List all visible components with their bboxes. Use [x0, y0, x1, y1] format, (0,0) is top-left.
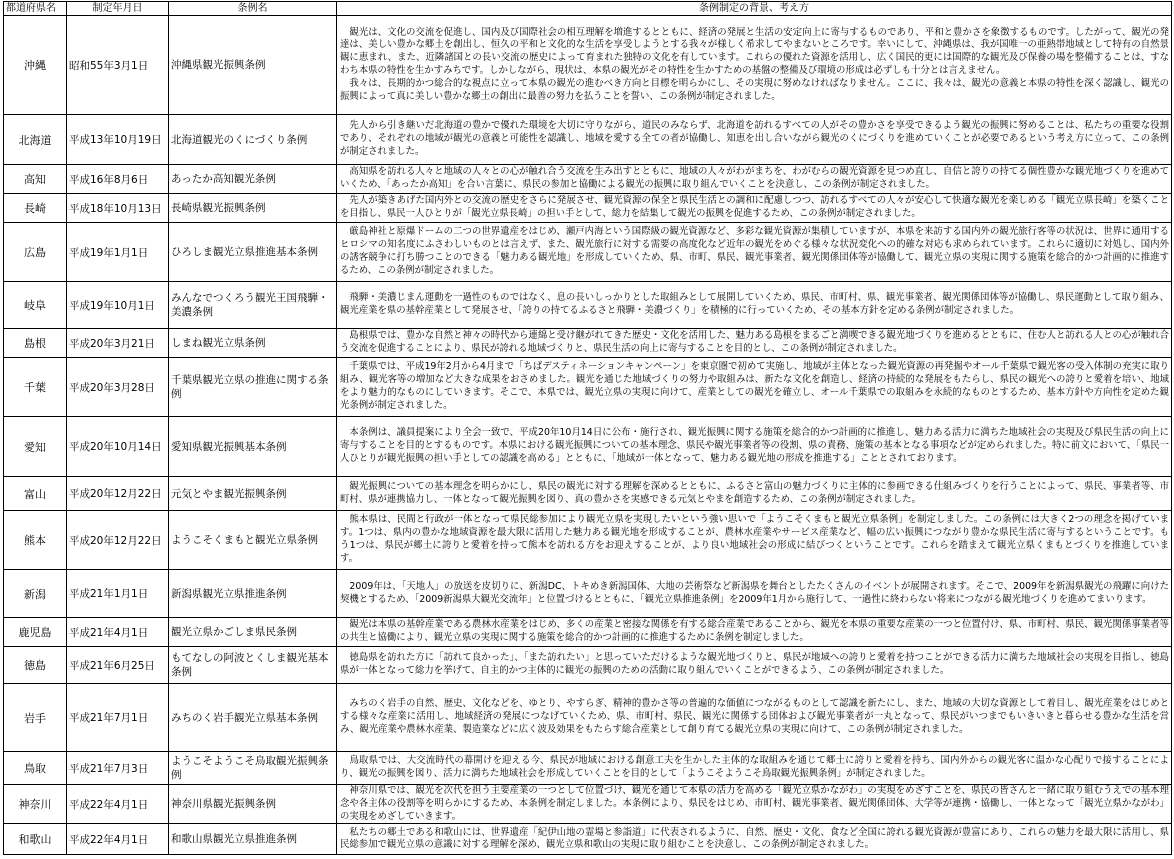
background-cell: 高知県を訪れる人々と地域の人々との心が触れ合う交流を生み出すとともに、地域の人々がわがまちを、わがむらの観光資源を見つめ直し、自信と誇りの持てる個性豊かな観光地づくりを進めていくため、「あったか高知」を合い言葉に、県民の参加と協働による観光の振興に取り組んでいくことを決意し、この条例が制定されました。	[337, 165, 1172, 194]
prefecture-cell: 高知	[4, 165, 67, 194]
table-row	[4, 647, 1172, 684]
ordinance-name-cell: 沖縄県観光振興条例	[169, 16, 337, 115]
background-cell: 観光は、文化の交流を促進し、国内及び国際社会の相互理解を増進するとともに、経済の発展と生活の安定向上に寄与するものであり、平和と豊かさを象徴するものです。したがって、観光の発達は、美しい豊かな郷土を創出し、恒久の平和と文化的な生活を享受しようとする我々が様しく希求してやまないところです。幸いにして、沖縄県は、我が国唯一の亜熱帯地域として特有の自然景観に恵まれ、また、近隣諸国との長い交流の歴史によって育まれた独特の文化を有しています。これらの優れた資源を活用し、広く国民的更には国際的な観光及び保養の場を整備することは、すなわち本県の特性を生かすみちです。しかしながら、現状は、本県の観光がその特性を生かすための基盤の整備及び環境の形成は必ずしも十分とは言えません。 我々は、長期的かつ総合的な視点に立って本県の観光の進むべき方向と目標を明らかにし、その実現に努めなければなりません。ここに、我々は、観光の意義と本県の特性を深く認識し、観光の振興によって真に美しい豊かな郷土の創出に最善の努力を払うことを誓い、この条例が制定されました。	[337, 16, 1172, 115]
prefecture-cell: 熊本	[4, 511, 67, 570]
background-cell: 熊本県は、民間と行政が一体となって県民総参加により観光立県を実現したいという強い思いで「ようこそくまもと観光立県条例」を制定しました。この条例には大きく2つの理念を掲げています。1つは、県内の豊かな地域資源を最大限に活用した魅力ある観光地を形成することが、農林水産業やサービス産業など、幅の広い振興につながり豊かな県民生活に寄与するということです。もう1つは、県民が郷土に誇りと愛着を持って熊本を訪れる方をお迎えすることが、より良い地域社会の形成に結びつくということです。これらを踏まえて観光立県くまもとづくりを推進しています。	[337, 511, 1172, 570]
prefecture-cell: 新潟	[4, 570, 67, 618]
header-row	[4, 2, 1172, 16]
table-row	[4, 223, 1172, 282]
table-row	[4, 282, 1172, 329]
ordinance-name-cell: みちのく岩手観光立県基本条例	[169, 684, 337, 752]
ordinance-name-cell: 長崎県観光振興条例	[169, 194, 337, 223]
header-background: 条例制定の背景、考え方	[337, 2, 1172, 16]
header-enacted-date: 制定年月日	[67, 2, 169, 16]
enacted-date-cell: 平成20年3月21日	[67, 329, 169, 358]
header-prefecture: 都道府県名	[4, 2, 67, 16]
table-row	[4, 752, 1172, 785]
ordinance-name-cell: もてなしの阿波とくしま観光基本条例	[169, 647, 337, 684]
background-cell: 徳島県を訪れた方に「訪れて良かった」、「また訪れたい」と思っていただけるような観光地づくりと、県民が地域への誇りと愛着を持つことができる活力に満ちた地域社会の実現を目指し、徳島県が一体となって総力を挙げて、自主的かつ主体的に観光の振興のための活動に取り組んでいくことができるよう、この条例が制定されました。	[337, 647, 1172, 684]
enacted-date-cell: 平成20年10月14日	[67, 417, 169, 477]
enacted-date-cell: 平成20年12月22日	[67, 511, 169, 570]
table-row	[4, 824, 1172, 855]
table-row	[4, 165, 1172, 194]
ordinance-name-cell: 和歌山県観光立県推進条例	[169, 824, 337, 855]
prefecture-cell: 千葉	[4, 358, 67, 417]
background-cell: 観光振興についての基本理念を明らかにし、県民の観光に対する理解を深めるとともに、ふるさと富山の魅力づくりに主体的に参画できる仕組みづくりを行うことによって、県民、事業者等、市町村、県が連携協力し、一体となって観光振興を図り、真の豊かさを実感できる元気とやまを創造するため、この条例が制定されました。	[337, 477, 1172, 511]
enacted-date-cell: 平成22年4月1日	[67, 824, 169, 855]
table-row	[4, 16, 1172, 115]
prefecture-cell: 島根	[4, 329, 67, 358]
ordinance-name-cell: しまね観光立県条例	[169, 329, 337, 358]
background-cell: 厳島神社と原爆ドームの二つの世界遺産をはじめ、瀬戸内海という国際級の観光資源など、多彩な観光資源が集積していますが、本県を来訪する国内外の観光旅行客等の状況は、世界に通用するヒロシマの知名度にふさわしいものとは言えず、また、観光旅行に対する需要の高度化など近年の観光をめぐる様々な状況変化への的確な対応も求められています。これらに適切に対処し、国内外の誘客競争に打ち勝つことのできる「魅力ある観光地」を形成していくため、県、市町、県民、観光事業者、観光関係団体等が協働して、観光立県の実現に関する施策を総合的かつ計画的に推進するため、この条例が制定されました。	[337, 223, 1172, 282]
table-row	[4, 511, 1172, 570]
ordinance-name-cell: 愛知県観光振興基本条例	[169, 417, 337, 477]
ordinance-name-cell: 新潟県観光立県推進条例	[169, 570, 337, 618]
prefecture-cell: 富山	[4, 477, 67, 511]
prefecture-cell: 沖縄	[4, 16, 67, 115]
prefecture-cell: 長崎	[4, 194, 67, 223]
background-cell: 神奈川県では、観光を次代を担う主要産業の一つとして位置づけ、観光を通じて本県の活力を高める「観光立県かながわ」の実現をめざすことを、県民の皆さんと一緒に取り組むうえでの基本理念や各主体の役割等を明らかにするため、本条例を制定しました。本条例により、県民をはじめ、市町村、観光事業者、観光関係団体、大学等が連携・協働し、一体となって「観光立県かながわ」の実現をめざしていきます。	[337, 785, 1172, 824]
prefecture-cell: 岩手	[4, 684, 67, 752]
enacted-date-cell: 平成19年1月1日	[67, 223, 169, 282]
enacted-date-cell: 平成16年8月6日	[67, 165, 169, 194]
table-row	[4, 358, 1172, 417]
enacted-date-cell: 平成20年3月28日	[67, 358, 169, 417]
prefecture-cell: 鹿児島	[4, 618, 67, 647]
prefecture-cell: 徳島	[4, 647, 67, 684]
enacted-date-cell: 昭和55年3月1日	[67, 16, 169, 115]
ordinance-name-cell: みんなでつくろう観光王国飛騨・美濃条例	[169, 282, 337, 329]
table-row	[4, 477, 1172, 511]
table-row	[4, 417, 1172, 477]
table-row	[4, 329, 1172, 358]
ordinance-name-cell: ようこそようこそ鳥取観光振興条例	[169, 752, 337, 785]
ordinance-name-cell: 元気とやま観光振興条例	[169, 477, 337, 511]
background-cell: 千葉県では、平成19年2月から4月まで「ちばデスティネーションキャンペーン」を東京圏で初めて実施し、地域が主体となった観光資源の再発掘やオール千葉県で観光客の受入体制の充実に取り組み、観光客等の増加など大きな成果をおさめました。観光を通じた地域づくりの努力や取組みは、新たな文化を創造し、経済の持続的な発展をもたらし、県民の観光への誇りと愛着を培い、地域をより魅力的なものにしていきます。そこで、本県では、観光立県の実現に向けて、産業としての観光を確立し、オール千葉県での取組みを永続的なものとするため、基本方針や方向性を定めた観光条例が制定されました。	[337, 358, 1172, 417]
table-row	[4, 785, 1172, 824]
prefecture-cell: 愛知	[4, 417, 67, 477]
ordinance-name-cell: 北海道観光のくにづくり条例	[169, 115, 337, 165]
enacted-date-cell: 平成19年10月1日	[67, 282, 169, 329]
header-ordinance-name: 条例名	[169, 2, 337, 16]
ordinance-name-cell: あったか高知観光条例	[169, 165, 337, 194]
enacted-date-cell: 平成21年7月1日	[67, 684, 169, 752]
table-row	[4, 618, 1172, 647]
prefecture-cell: 和歌山	[4, 824, 67, 855]
enacted-date-cell: 平成20年12月22日	[67, 477, 169, 511]
prefecture-cell: 鳥取	[4, 752, 67, 785]
ordinance-name-cell: ひろしま観光立県推進基本条例	[169, 223, 337, 282]
background-cell: 2009年は、「天地人」の放送を皮切りに、新潟DC、トキめき新潟国体、大地の芸術祭など新潟県を舞台としたたくさんのイベントが展開されます。そこで、2009年を新潟県観光の飛躍に向けた契機とするため、「2009新潟県大観光交流年」と位置づけるとともに、「観光立県推進条例」を2009年1月から施行して、一過性に終わらない将来につながる観光地づくりを進めてまいります。	[337, 570, 1172, 618]
background-cell: 私たちの郷土である和歌山には、世界遺産「紀伊山地の霊場と参詣道」に代表されるように、自然、歴史・文化、食など全国に誇れる観光資源が豊富にあり、これらの魅力を最大限に活用し、県民総参加で観光立県の意識に対する理解を深め、観光立県和歌山の実現に取り組むことを決意し、この条例が制定されました。	[337, 824, 1172, 855]
background-cell: 鳥取県では、大交流時代の幕開けを迎える今、県民が地域における創意工夫を生かした主体的な取組みを通じて郷土に誇りと愛着を持ち、国内外からの観光客に温かな心配りで接することにより、観光の振興を図り、活力に満ちた地域社会を形成していくことを目的として「ようこそようこそ鳥取観光振興条例」が制定されました。	[337, 752, 1172, 785]
ordinance-name-cell: ようこそくまもと観光立県条例	[169, 511, 337, 570]
table-row	[4, 684, 1172, 752]
enacted-date-cell: 平成18年10月13日	[67, 194, 169, 223]
prefecture-cell: 岐阜	[4, 282, 67, 329]
background-cell: 先人が築きあげた国内外との交流の歴史をさらに発展させ、観光資源の保全と県民生活との調和に配慮しつつ、訪れるすべての人々が安心して快適な観光を楽しめる「観光立県長崎」を築くことを目指し、県民一人ひとりが「観光立県長崎」の担い手として、総力を結集して観光の振興を促進するため、この条例が制定されました。	[337, 194, 1172, 223]
table-row	[4, 570, 1172, 618]
background-cell: みちのく岩手の自然、歴史、文化などを、ゆとり、やすらぎ、精神的豊かさ等の普遍的な価値につながるものとして認識を新たにし、また、地域の大切な資源として着目し、観光産業をはじめとする様々な産業に活用し、地域経済の発展につなげていくため、県、市町村、県民、観光に関係する団体および観光事業者が一丸となって、県民がいつまでもいきいきと暮らせる豊かな生活を営み、観光産業や農林水産業、製造業などに広く波及効果をもたらす総合産業として創り育てる観光立県の実現に向けて、この条例が制定されました。	[337, 684, 1172, 752]
background-cell: 観光は本県の基幹産業である農林水産業をはじめ、多くの産業と密接な関係を有する総合産業であることから、観光を本県の重要な産業の一つと位置付け、県、市町村、県民、観光関係事業者等の共生と協働により、観光立県の実現に関する施策を総合的かつ計画的に推進するために条例を制定しました。	[337, 618, 1172, 647]
enacted-date-cell: 平成21年1月1日	[67, 570, 169, 618]
ordinance-name-cell: 千葉県観光立県の推進に関する条例	[169, 358, 337, 417]
table-row	[4, 115, 1172, 165]
ordinance-name-cell: 神奈川県観光振興条例	[169, 785, 337, 824]
background-cell: 本条例は、議員提案により全会一致で、平成20年10月14日に公布・施行され、観光振興に関する施策を総合的かつ計画的に推進し、魅力ある活力に満ちた地域社会の実現及び県民生活の向上に寄与することを目的とするものです。本県における観光振興についての基本理念、県民や観光事業者等の役割、県の責務、施策の基本となる事項などが定められました。特に前文において、「県民一人ひとりが観光振興の担い手としての認識を高める」とともに、「地域が一体となって、魅力ある観光地の形成を推進する」こととされております。	[337, 417, 1172, 477]
enacted-date-cell: 平成21年7月3日	[67, 752, 169, 785]
table-row	[4, 194, 1172, 223]
background-cell: 先人から引き継いだ北海道の豊かで優れた環境を大切に守りながら、道民のみならず、北海道を訪れるすべての人がその豊かさを享受できるよう観光の振興に努めることは、私たちの重要な役割であり、それぞれの地域が観光の意義と可能性を認識し、地域を愛する全ての者が協働し、知恵を出し合いながら観光のくにづくりを進めていくことが必要であるという考え方に立って、この条例が制定されました。	[337, 115, 1172, 165]
ordinance-table	[3, 1, 1172, 855]
prefecture-cell: 北海道	[4, 115, 67, 165]
background-cell: 島根県では、豊かな自然と神々の時代から連綿と受け継がれてきた歴史・文化を活用した、魅力ある島根をまるごと満喫できる観光地づくりを進めるとともに、住む人と訪れる人との心が触れ合う交流を促進することにより、県民が誇れる地域づくりと、県民生活の向上に寄与することを目的とし、この条例が制定されました。	[337, 329, 1172, 358]
background-cell: 飛騨・美濃じまん運動を一過性のものではなく、息の長いしっかりとした取組みとして展開していくため、県民、市町村、県、観光事業者、観光関係団体等が協働し、県民運動として取り組み、観光産業を県の基幹産業として発展させ、「誇りの持てるふるさと飛騨・美濃づくり」を積極的に行っていくため、その基本方針を定める条例が制定されました。	[337, 282, 1172, 329]
enacted-date-cell: 平成21年6月25日	[67, 647, 169, 684]
ordinance-name-cell: 観光立県かごしま県民条例	[169, 618, 337, 647]
prefecture-cell: 神奈川	[4, 785, 67, 824]
enacted-date-cell: 平成21年4月1日	[67, 618, 169, 647]
enacted-date-cell: 平成13年10月19日	[67, 115, 169, 165]
prefecture-cell: 広島	[4, 223, 67, 282]
enacted-date-cell: 平成22年4月1日	[67, 785, 169, 824]
